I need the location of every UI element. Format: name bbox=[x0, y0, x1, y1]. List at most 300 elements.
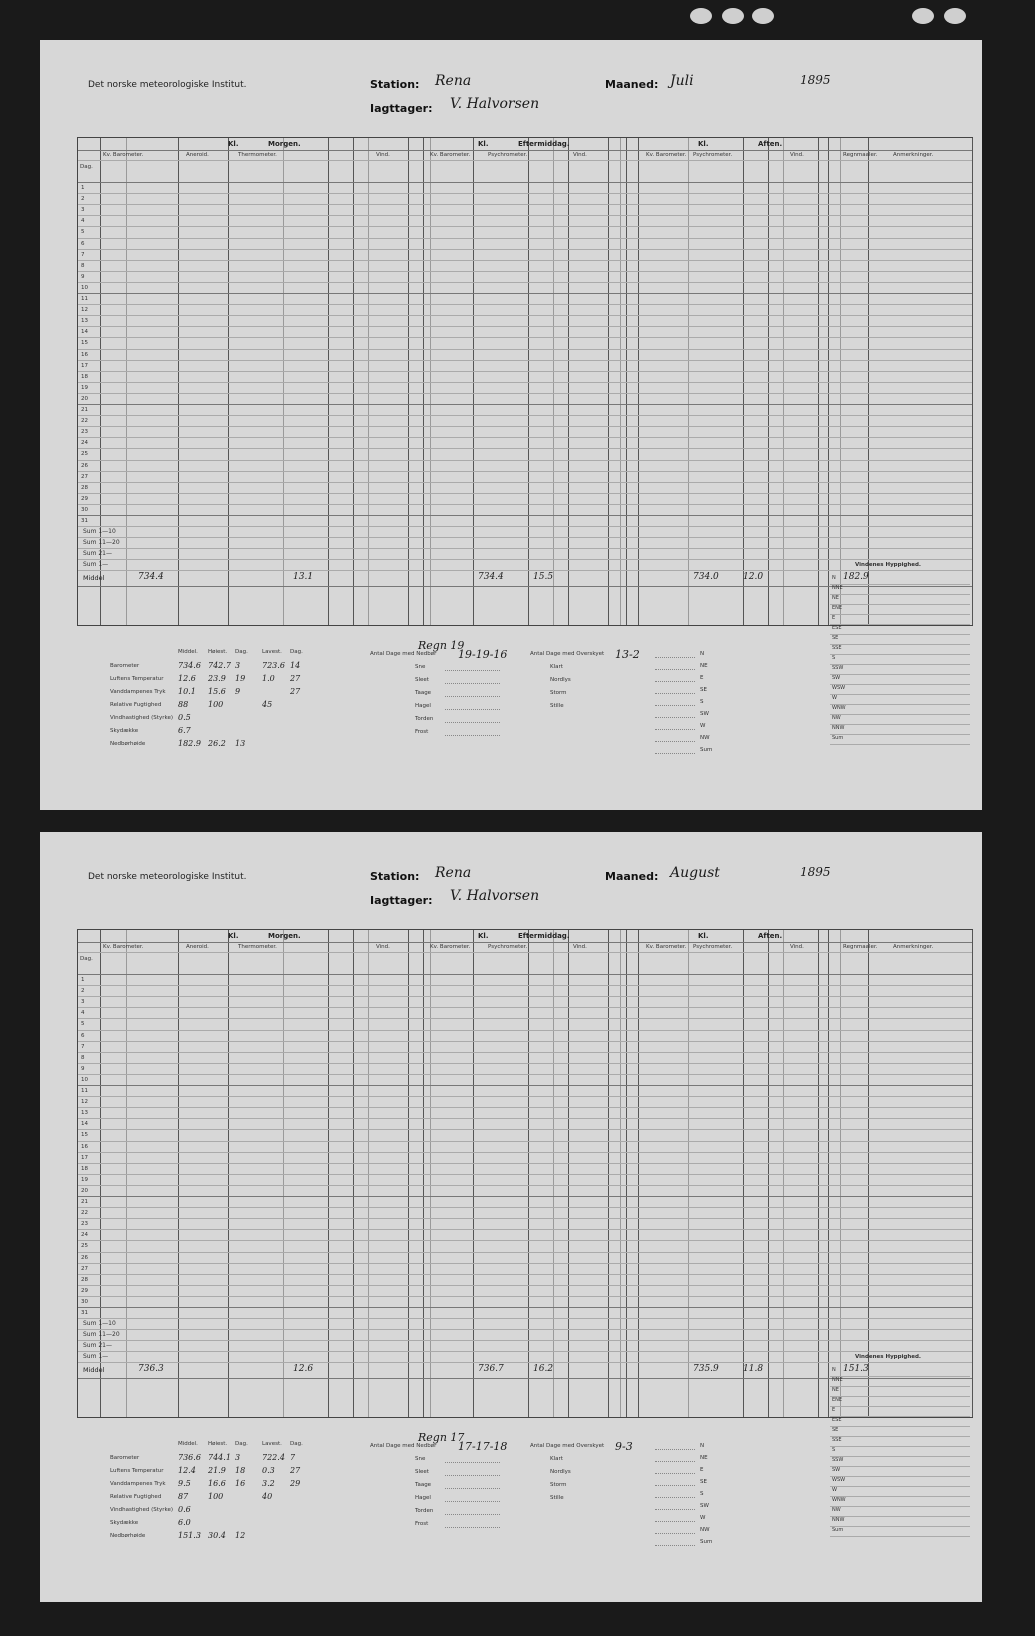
sum-label: Sum 1— bbox=[83, 561, 109, 569]
storm-direction: W bbox=[700, 1515, 706, 1521]
table-row-line bbox=[78, 493, 972, 494]
storm-direction: E bbox=[700, 675, 704, 681]
storm-direction: Sum bbox=[700, 747, 713, 753]
weather-sheet-august bbox=[40, 832, 982, 1602]
observer-label: Iagttager: bbox=[370, 102, 433, 115]
day-number: 28 bbox=[81, 1276, 88, 1283]
stat-value: 100 bbox=[208, 1492, 224, 1501]
binding-holes bbox=[0, 8, 1035, 36]
stat-label: Vindhastighed (Styrke) bbox=[110, 1507, 173, 1513]
dotted-line bbox=[445, 1488, 500, 1489]
day-number: 11 bbox=[81, 1088, 88, 1094]
table-row-line bbox=[78, 326, 972, 327]
wind-direction: Sum bbox=[832, 1527, 844, 1533]
wind-row-line bbox=[830, 724, 970, 725]
dotted-line bbox=[445, 722, 500, 723]
dotted-line bbox=[655, 705, 695, 706]
stat-value: 0.6 bbox=[178, 1505, 191, 1514]
stat-column-header: Dag. bbox=[290, 649, 303, 655]
wind-direction: SSE bbox=[832, 1437, 842, 1443]
wind-row-line bbox=[830, 1496, 970, 1497]
table-row-line bbox=[78, 1018, 972, 1019]
stat-value: 0.5 bbox=[178, 713, 191, 722]
wind-direction: SSE bbox=[832, 645, 842, 651]
table-row-line bbox=[78, 293, 972, 294]
table-row-line bbox=[78, 215, 972, 216]
wind-row-line bbox=[830, 604, 970, 605]
stat-value: 13 bbox=[235, 739, 246, 748]
year-value: 1895 bbox=[800, 73, 831, 87]
stat-column-header: Middel. bbox=[178, 649, 198, 655]
dotted-line bbox=[445, 1514, 500, 1515]
storm-direction: SE bbox=[700, 1479, 707, 1485]
stat-column-header: Lavest. bbox=[262, 1441, 282, 1447]
table-row-line bbox=[78, 996, 972, 997]
header-divider bbox=[78, 952, 972, 953]
stat-label: Barometer bbox=[110, 663, 140, 669]
stat-value: 23.9 bbox=[208, 674, 226, 683]
binding-hole bbox=[722, 8, 744, 24]
mean-label: Middel bbox=[83, 574, 105, 583]
stat-value: 29 bbox=[290, 1479, 301, 1488]
station-label: Station: bbox=[370, 78, 420, 91]
institute-name: Det norske meteorologiske Institut. bbox=[88, 872, 247, 882]
wind-row-line bbox=[830, 1536, 970, 1537]
wind-direction: E bbox=[832, 615, 836, 621]
regn-counts: 17-17-18 bbox=[458, 1440, 508, 1453]
day-number: 7 bbox=[81, 1043, 85, 1050]
stat-value: 16.6 bbox=[208, 1479, 226, 1488]
table-row-line bbox=[78, 1007, 972, 1008]
wind-row-line bbox=[830, 684, 970, 685]
wind-row-line bbox=[830, 1436, 970, 1437]
evening-header: Aften. bbox=[758, 140, 783, 148]
wind-row-line bbox=[830, 1426, 970, 1427]
stat-value: 151.3 bbox=[178, 1531, 201, 1540]
sum-label: Sum 11—20 bbox=[83, 539, 120, 547]
day-number: 4 bbox=[81, 1010, 85, 1017]
storm-direction: N bbox=[700, 651, 705, 657]
day-number: 17 bbox=[81, 362, 88, 369]
sum-label: Sum 21— bbox=[83, 1342, 112, 1350]
table-row-line bbox=[78, 304, 972, 305]
binding-hole bbox=[912, 8, 934, 24]
day-number: 12 bbox=[81, 1099, 88, 1106]
stat-value: 182.9 bbox=[178, 739, 201, 748]
table-row-line bbox=[78, 1107, 972, 1108]
dotted-line bbox=[655, 669, 695, 670]
dotted-line bbox=[655, 717, 695, 718]
storm-direction: SE bbox=[700, 687, 707, 693]
storm-direction: NW bbox=[700, 735, 710, 741]
regn-note: Regn 17 bbox=[418, 1431, 465, 1444]
dotted-line bbox=[655, 1545, 695, 1546]
table-row-line bbox=[78, 1307, 972, 1308]
stat-label: Skydække bbox=[110, 1520, 139, 1526]
stat-value: 15.6 bbox=[208, 687, 226, 696]
table-row-line bbox=[78, 1041, 972, 1042]
wind-direction: S bbox=[832, 1447, 836, 1453]
institute-name: Det norske meteorologiske Institut. bbox=[88, 80, 247, 90]
days-label: Sleet bbox=[415, 1469, 429, 1475]
days-right-label: Stille bbox=[550, 703, 564, 709]
wind-row-line bbox=[830, 584, 970, 585]
wind-direction: NE bbox=[832, 595, 839, 601]
wind-row-line bbox=[830, 694, 970, 695]
day-number: 23 bbox=[81, 429, 88, 436]
wind-header-2: Vind. bbox=[573, 944, 587, 950]
table-row-line bbox=[78, 515, 972, 516]
sum-row-line bbox=[78, 1362, 972, 1363]
day-number: 24 bbox=[81, 440, 88, 447]
kl-afternoon-label: Kl. bbox=[478, 932, 489, 940]
mean-label: Middel bbox=[83, 1366, 105, 1375]
storm-direction: SW bbox=[700, 711, 709, 717]
dotted-line bbox=[655, 1509, 695, 1510]
dotted-line bbox=[445, 696, 500, 697]
day-number: 31 bbox=[81, 1310, 88, 1316]
dotted-line bbox=[445, 670, 500, 671]
wind-direction: SW bbox=[832, 1467, 841, 1473]
table-row-line bbox=[78, 1030, 972, 1031]
table-row-line bbox=[78, 360, 972, 361]
table-row-line bbox=[78, 526, 972, 527]
dotted-line bbox=[655, 1497, 695, 1498]
stat-label: Vanddampenes Tryk bbox=[110, 689, 166, 695]
dotted-line bbox=[445, 1501, 500, 1502]
stat-label: Nedbørhøide bbox=[110, 1533, 146, 1539]
day-number: 26 bbox=[81, 1254, 88, 1261]
wind-direction: WNW bbox=[832, 705, 846, 711]
stat-value: 3 bbox=[235, 1453, 241, 1462]
stat-value: 6.0 bbox=[178, 1518, 191, 1527]
day-number: 10 bbox=[81, 1076, 88, 1083]
dotted-line bbox=[655, 693, 695, 694]
days-right-label: Stille bbox=[550, 1495, 564, 1501]
thermometer-header: Thermometer. bbox=[238, 944, 277, 950]
aneroid-header: Aneroid. bbox=[186, 152, 209, 158]
overskyet-counts: 9-3 bbox=[615, 1440, 633, 1453]
observer-label: Iagttager: bbox=[370, 894, 433, 907]
day-number: 13 bbox=[81, 1110, 88, 1117]
day-number: 5 bbox=[81, 1021, 85, 1028]
table-row-line bbox=[78, 393, 972, 394]
days-label: Frost bbox=[415, 1521, 429, 1527]
day-number: 16 bbox=[81, 1143, 88, 1150]
days-label: Taage bbox=[415, 690, 432, 696]
wind-direction: SSW bbox=[832, 665, 844, 671]
day-number: 3 bbox=[81, 999, 85, 1006]
day-number: 10 bbox=[81, 284, 88, 291]
table-row-line bbox=[78, 193, 972, 194]
table-row-line bbox=[78, 260, 972, 261]
wind-header-3: Vind. bbox=[790, 944, 804, 950]
wind-direction: W bbox=[832, 695, 837, 701]
overskyet-counts: 13-2 bbox=[615, 648, 640, 661]
year-value: 1895 bbox=[800, 865, 831, 879]
table-row-line bbox=[78, 1285, 972, 1286]
table-row-line bbox=[78, 1141, 972, 1142]
day-number: 29 bbox=[81, 495, 88, 502]
stat-value: 40 bbox=[262, 1492, 273, 1501]
stat-column-header: Høiest. bbox=[208, 1441, 228, 1447]
dotted-line bbox=[445, 1462, 500, 1463]
days-label: Antal Dage med Nedbør bbox=[370, 1443, 437, 1449]
header-divider bbox=[78, 150, 972, 151]
wind-direction: WSW bbox=[832, 1477, 846, 1483]
storm-direction: N bbox=[700, 1443, 705, 1449]
binding-hole bbox=[752, 8, 774, 24]
table-row-line bbox=[78, 460, 972, 461]
stat-value: 21.9 bbox=[208, 1466, 226, 1475]
header-divider bbox=[78, 942, 972, 943]
morning-header: Morgen. bbox=[268, 932, 301, 940]
table-row-line bbox=[78, 415, 972, 416]
wind-direction: SW bbox=[832, 675, 841, 681]
day-number: 22 bbox=[81, 418, 88, 425]
table-row-line bbox=[78, 504, 972, 505]
afternoon-header: Eftermiddag. bbox=[518, 932, 570, 940]
stat-label: Luftens Temperatur bbox=[110, 1468, 164, 1474]
precip-header: Regnmaaler. bbox=[843, 152, 878, 158]
days-right-label: Antal Dage med Overskyet bbox=[530, 651, 605, 657]
sum-row-line bbox=[78, 1340, 972, 1341]
table-row-line bbox=[78, 1174, 972, 1175]
stat-value: 6.7 bbox=[178, 726, 191, 735]
sum-label: Sum 1—10 bbox=[83, 1320, 116, 1328]
day-number: 25 bbox=[81, 1243, 88, 1250]
precip-header: Regnmaaler. bbox=[843, 944, 878, 950]
psychrometer-header-2: Psychrometer. bbox=[693, 152, 733, 158]
morning-header: Morgen. bbox=[268, 140, 301, 148]
table-row-line bbox=[78, 1263, 972, 1264]
table-row-line bbox=[78, 382, 972, 383]
stat-label: Vindhastighed (Styrke) bbox=[110, 715, 173, 721]
storm-direction: SW bbox=[700, 1503, 709, 1509]
wind-direction: NE bbox=[832, 1387, 839, 1393]
stat-value: 14 bbox=[290, 661, 301, 670]
station-label: Station: bbox=[370, 870, 420, 883]
stat-label: Luftens Temperatur bbox=[110, 676, 164, 682]
table-row-line bbox=[78, 1074, 972, 1075]
day-number: 17 bbox=[81, 1154, 88, 1161]
regn-counts: 19-19-16 bbox=[458, 648, 508, 661]
header-divider bbox=[78, 182, 972, 183]
table-row-line bbox=[78, 238, 972, 239]
barometer-header-2: Kv. Barometer. bbox=[430, 152, 471, 158]
sum-row-line bbox=[78, 570, 972, 571]
dotted-line bbox=[445, 1475, 500, 1476]
wind-direction: NNW bbox=[832, 1517, 845, 1523]
day-number: 27 bbox=[81, 473, 88, 480]
day-header: Dag. bbox=[80, 164, 93, 170]
sum-label: Sum 21— bbox=[83, 550, 112, 558]
mean-morning-thermometer: 12.6 bbox=[293, 1364, 314, 1375]
mean-precip-total: 182.9 bbox=[843, 572, 869, 583]
psychrometer-header: Psychrometer. bbox=[488, 944, 528, 950]
day-number: 8 bbox=[81, 1054, 85, 1061]
mean-morning-barometer: 734.4 bbox=[138, 572, 164, 583]
barometer-header-3: Kv. Barometer. bbox=[646, 944, 687, 950]
wind-row-line bbox=[830, 614, 970, 615]
observation-table bbox=[77, 137, 973, 626]
wind-direction: N bbox=[832, 1367, 836, 1373]
mean-precip-total: 151.3 bbox=[843, 1364, 869, 1375]
table-row-line bbox=[78, 1129, 972, 1130]
table-row-line bbox=[78, 1085, 972, 1086]
table-row-line bbox=[78, 1274, 972, 1275]
dotted-line bbox=[655, 1485, 695, 1486]
barometer-header: Kv. Barometer. bbox=[103, 152, 144, 158]
table-row-line bbox=[78, 315, 972, 316]
wind-row-line bbox=[830, 654, 970, 655]
table-row-line bbox=[78, 371, 972, 372]
wind-header-3: Vind. bbox=[790, 152, 804, 158]
wind-row-line bbox=[830, 624, 970, 625]
wind-header-2: Vind. bbox=[573, 152, 587, 158]
day-number: 3 bbox=[81, 207, 85, 214]
day-number: 8 bbox=[81, 262, 85, 269]
days-right-label: Storm bbox=[550, 1482, 567, 1488]
table-row-line bbox=[78, 1096, 972, 1097]
day-number: 9 bbox=[81, 273, 85, 280]
wind-row-line bbox=[830, 1376, 970, 1377]
day-number: 9 bbox=[81, 1065, 85, 1072]
table-row-line bbox=[78, 1207, 972, 1208]
stat-value: 100 bbox=[208, 700, 224, 709]
days-right-label: Storm bbox=[550, 690, 567, 696]
mean-evening-thermometer: 11.8 bbox=[743, 1364, 764, 1375]
table-row-line bbox=[78, 349, 972, 350]
mean-evening-thermometer: 12.0 bbox=[743, 572, 764, 583]
stat-value: 3.2 bbox=[262, 1479, 275, 1488]
wind-row-line bbox=[830, 594, 970, 595]
days-label: Torden bbox=[415, 1508, 434, 1514]
table-row-line bbox=[78, 482, 972, 483]
mean-evening-barometer: 734.0 bbox=[693, 572, 719, 583]
days-label: Sne bbox=[415, 664, 426, 670]
day-number: 12 bbox=[81, 307, 88, 314]
day-header: Dag. bbox=[80, 956, 93, 962]
day-number: 29 bbox=[81, 1287, 88, 1294]
days-right-label: Klart bbox=[550, 664, 563, 670]
day-number: 16 bbox=[81, 351, 88, 358]
wind-row-line bbox=[830, 1406, 970, 1407]
wind-direction: NNE bbox=[832, 1377, 843, 1383]
wind-direction: NNW bbox=[832, 725, 845, 731]
table-row-line bbox=[78, 204, 972, 205]
day-number: 28 bbox=[81, 484, 88, 491]
mean-evening-barometer: 735.9 bbox=[693, 1364, 719, 1375]
dotted-line bbox=[655, 1521, 695, 1522]
days-right-label: Antal Dage med Overskyet bbox=[530, 1443, 605, 1449]
day-number: 26 bbox=[81, 462, 88, 469]
day-number: 11 bbox=[81, 296, 88, 302]
table-row-line bbox=[78, 1218, 972, 1219]
stat-value: 9 bbox=[235, 687, 241, 696]
wind-direction: E bbox=[832, 1407, 836, 1413]
stat-value: 744.1 bbox=[208, 1453, 231, 1462]
day-number: 4 bbox=[81, 218, 85, 225]
stat-value: 87 bbox=[178, 1492, 189, 1501]
wind-direction: WSW bbox=[832, 685, 846, 691]
day-number: 27 bbox=[81, 1265, 88, 1272]
wind-direction: WNW bbox=[832, 1497, 846, 1503]
observation-table bbox=[77, 929, 973, 1418]
day-number: 22 bbox=[81, 1210, 88, 1217]
dotted-line bbox=[655, 1461, 695, 1462]
dotted-line bbox=[445, 683, 500, 684]
table-row-line bbox=[78, 1196, 972, 1197]
table-row-line bbox=[78, 437, 972, 438]
psychrometer-header-2: Psychrometer. bbox=[693, 944, 733, 950]
sum-row-line bbox=[78, 1351, 972, 1352]
table-row-line bbox=[78, 1185, 972, 1186]
days-label: Antal Dage med Nedbør bbox=[370, 651, 437, 657]
day-number: 2 bbox=[81, 988, 85, 995]
storm-direction: S bbox=[700, 1491, 704, 1497]
table-row-line bbox=[78, 404, 972, 405]
sum-row-line bbox=[78, 559, 972, 560]
wind-direction: SSW bbox=[832, 1457, 844, 1463]
stat-value: 722.4 bbox=[262, 1453, 285, 1462]
wind-row-line bbox=[830, 1466, 970, 1467]
wind-direction: ESE bbox=[832, 1417, 842, 1423]
month-value: August bbox=[670, 865, 720, 881]
dotted-line bbox=[655, 753, 695, 754]
wind-direction: SE bbox=[832, 635, 839, 641]
kl-evening-label: Kl. bbox=[698, 140, 709, 148]
evening-header: Aften. bbox=[758, 932, 783, 940]
days-label: Hagel bbox=[415, 703, 431, 709]
stat-value: 19 bbox=[235, 674, 246, 683]
day-number: 21 bbox=[81, 1199, 88, 1205]
stat-value: 12.4 bbox=[178, 1466, 196, 1475]
table-row-line bbox=[78, 271, 972, 272]
stat-label: Relative Fugtighed bbox=[110, 1494, 162, 1500]
stat-value: 734.6 bbox=[178, 661, 201, 670]
kl-evening-label: Kl. bbox=[698, 932, 709, 940]
header-divider bbox=[78, 160, 972, 161]
day-number: 7 bbox=[81, 251, 85, 258]
storm-direction: S bbox=[700, 699, 704, 705]
mean-afternoon-barometer: 736.7 bbox=[478, 1364, 504, 1375]
binding-hole bbox=[944, 8, 966, 24]
table-row-line bbox=[78, 985, 972, 986]
wind-row-line bbox=[830, 1456, 970, 1457]
dotted-line bbox=[655, 681, 695, 682]
station-value: Rena bbox=[435, 73, 472, 89]
observer-value: V. Halvorsen bbox=[450, 96, 540, 112]
storm-direction: NW bbox=[700, 1527, 710, 1533]
table-row-line bbox=[78, 471, 972, 472]
day-number: 18 bbox=[81, 373, 88, 380]
binding-hole bbox=[690, 8, 712, 24]
table-row-line bbox=[78, 1118, 972, 1119]
stat-label: Vanddampenes Tryk bbox=[110, 1481, 166, 1487]
wind-direction: ENE bbox=[832, 605, 843, 611]
dotted-line bbox=[655, 741, 695, 742]
days-label: Torden bbox=[415, 716, 434, 722]
day-number: 6 bbox=[81, 240, 85, 247]
month-label: Maaned: bbox=[605, 78, 659, 91]
wind-row-line bbox=[830, 644, 970, 645]
stat-value: 9.5 bbox=[178, 1479, 191, 1488]
sum-label: Sum 1—10 bbox=[83, 528, 116, 536]
stat-label: Barometer bbox=[110, 1455, 140, 1461]
stat-label: Relative Fugtighed bbox=[110, 702, 162, 708]
wind-row-line bbox=[830, 1386, 970, 1387]
